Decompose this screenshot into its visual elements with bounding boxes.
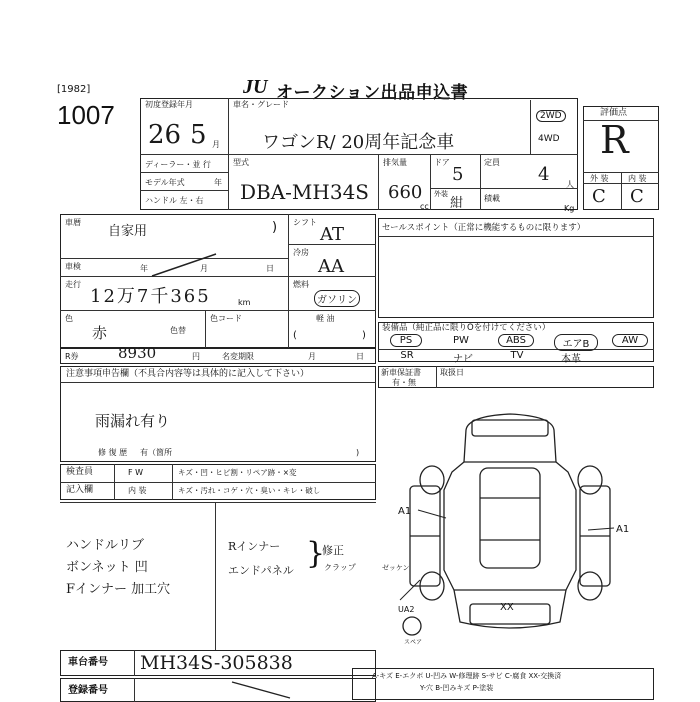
color-box-label: 外装 xyxy=(434,190,448,198)
recycle-value: 8930 xyxy=(118,344,157,362)
int-label: 内 装 xyxy=(628,174,647,183)
mark-ua2: UA2 xyxy=(398,605,415,614)
registration-strike xyxy=(230,680,300,700)
mileage-unit: km xyxy=(238,298,251,307)
warranty-label: 新車保証書 xyxy=(381,368,421,377)
doors-label: ドア xyxy=(434,158,450,167)
drive-4wd: 4WD xyxy=(538,134,560,144)
reg-label: 初度登録年月 xyxy=(145,100,193,109)
form-title: オークション出品申込書 xyxy=(276,83,469,103)
equip-navi: ナビ xyxy=(453,354,473,365)
after-date-label: 取扱日 xyxy=(440,368,464,377)
history-value: 自家用 xyxy=(108,224,148,239)
capacity-value: 4 xyxy=(538,164,550,185)
int-grade: C xyxy=(630,186,644,207)
note-right-2: エンドパネル xyxy=(228,564,294,577)
chassis-label: 車台番号 xyxy=(68,657,108,668)
lot-number: 1007 xyxy=(57,100,115,130)
inspector-label: 検査員 xyxy=(66,467,94,477)
warranty-value: 有・無 xyxy=(392,378,416,387)
car-diagram xyxy=(380,390,654,646)
mark-left: A1 xyxy=(398,506,412,517)
model-value: DBA-MH34S xyxy=(240,180,370,204)
inspection-year-unit: 年 xyxy=(140,264,148,273)
inspection-month-unit: 月 xyxy=(200,264,208,273)
dealer-label: ディーラー・並 行 xyxy=(145,160,211,169)
auction-logo xyxy=(243,76,267,99)
note-brace: } xyxy=(306,536,326,571)
lot-code: [1982] xyxy=(57,84,91,95)
fuel-value: ガソリン xyxy=(314,290,360,307)
equipment-label: 装備品（純正品に限りOを付けてください） xyxy=(382,323,551,333)
history-bracket: ) xyxy=(272,220,278,235)
note-left-2: ボンネット 凹 xyxy=(66,560,148,575)
doors-value: 5 xyxy=(452,164,464,185)
recycle-row xyxy=(60,348,376,364)
history-label: 車暦 xyxy=(65,218,81,227)
model-year-label: モデル年式 xyxy=(145,178,185,187)
color-value: 赤 xyxy=(92,324,108,342)
note-right-3: 修正 xyxy=(322,544,344,557)
sales-point-label: セールスポイント（正常に機能するものに限ります） xyxy=(382,223,586,233)
equip-abs: ABS xyxy=(498,334,534,347)
mileage-label: 走行 xyxy=(65,280,81,289)
repair-value: 有（箇所 xyxy=(140,448,172,457)
fuel-bracket-open: ( xyxy=(293,330,297,341)
entry-label: 記入欄 xyxy=(66,485,94,495)
inspection-label: 車検 xyxy=(65,262,81,271)
inspection-strike xyxy=(150,252,220,278)
engine-unit: cc xyxy=(420,202,429,211)
aircon-value: AA xyxy=(318,256,344,277)
front-bumper xyxy=(472,420,548,436)
fw-items: キズ・凹・ヒビ割・リペア跡・×変 xyxy=(178,468,297,477)
shift-label: シフト xyxy=(293,218,317,227)
engine-label: 排気量 xyxy=(383,158,407,167)
cabin xyxy=(480,468,540,568)
repair-label: 修 復 歴 xyxy=(98,448,128,457)
ext-grade: C xyxy=(592,186,606,207)
inspection-day-unit: 日 xyxy=(266,264,274,273)
engine-value: 660 xyxy=(388,182,423,203)
spare-label: スペア xyxy=(404,639,423,646)
car-front-outline xyxy=(464,414,556,462)
notes-value: 雨漏れ有り xyxy=(95,412,171,430)
equip-tv: TV xyxy=(510,350,524,361)
notes-label: 注意事項申告欄（不具合内容等は具体的に記入して下さい） xyxy=(66,369,310,379)
model-label: 型式 xyxy=(233,158,249,167)
legend-line-1: A-キズ E-エクボ U-凹み W-修理跡 S-サビ C-腐食 XX-交換済 xyxy=(372,672,562,680)
legend-line-2: Y-穴 B-凹みキズ P-塗装 xyxy=(420,684,494,692)
aircon-label: 冷房 xyxy=(293,248,309,257)
repair-close: ) xyxy=(356,448,360,457)
car-label: 車名・グレード xyxy=(233,100,289,109)
mark-rear: XX xyxy=(500,602,514,613)
mark-right: A1 xyxy=(616,524,630,535)
name-change-day: 日 xyxy=(356,352,364,361)
reg-month-unit: 月 xyxy=(212,140,220,149)
fw-label: F W xyxy=(128,468,144,477)
note-left-3: Fインナー 加工穴 xyxy=(66,582,171,597)
capacity-label: 定員 xyxy=(484,158,500,167)
equip-airbag: エアB xyxy=(554,334,598,351)
handle-label: ハンドル 左・右 xyxy=(145,196,204,205)
model-year-unit: 年 xyxy=(214,178,222,187)
equip-pw: PW xyxy=(453,335,469,346)
sales-point-box xyxy=(378,218,654,318)
registration-label: 登録番号 xyxy=(68,685,108,696)
wheel-fr xyxy=(578,466,602,494)
color-code-label: 色コード xyxy=(210,314,242,323)
drive-2wd: 2WD xyxy=(536,110,566,122)
car-body-outline xyxy=(444,462,576,590)
chassis-value: MH34S-305838 xyxy=(140,652,293,674)
reg-month: 5 xyxy=(190,120,207,150)
logo-text: JU xyxy=(243,76,268,98)
load-unit: Kg xyxy=(564,204,575,213)
name-change-month: 月 xyxy=(308,352,316,361)
car-name: ワゴンR/ 20周年記念車 xyxy=(262,132,455,153)
fuel-label: 燃料 xyxy=(293,280,309,289)
score-value: R xyxy=(600,118,629,162)
reg-year: 26 xyxy=(148,120,182,150)
recycle-label: R券 xyxy=(65,352,79,361)
equip-aw: AW xyxy=(612,334,648,347)
interior-items: キズ・汚れ・コゲ・穴・臭い・キレ・破し xyxy=(178,486,321,495)
name-change-label: 名変期限 xyxy=(222,352,254,361)
note-right-4: クラップ xyxy=(324,563,356,572)
equip-ps: PS xyxy=(390,334,422,347)
colors-label: 色 xyxy=(65,314,73,323)
color-box-value: 紺 xyxy=(450,196,464,211)
spare-tire xyxy=(403,617,421,635)
shift-value: AT xyxy=(320,224,345,245)
capacity-unit: 人 xyxy=(566,180,574,189)
mark-zekken: ゼッケン xyxy=(382,564,410,572)
fuel-bracket-close: ) xyxy=(362,330,366,341)
interior-row-label: 内 装 xyxy=(128,486,147,495)
ext-label: 外 装 xyxy=(590,174,609,183)
equip-leather: 本革 xyxy=(561,354,581,365)
score-label: 評価点 xyxy=(600,108,628,118)
mileage-value: 12万7千365 xyxy=(90,286,211,307)
note-left-1: ハンドルリブ xyxy=(66,538,145,553)
fuel-alt: 軽 油 xyxy=(316,314,335,323)
load-label: 積載 xyxy=(484,194,500,203)
interior-color-label: 色替 xyxy=(170,326,186,335)
equip-sr: SR xyxy=(400,350,414,361)
note-right-1: Rインナー xyxy=(228,540,281,553)
recycle-unit: 円 xyxy=(192,352,200,361)
wheel-fl xyxy=(420,466,444,494)
